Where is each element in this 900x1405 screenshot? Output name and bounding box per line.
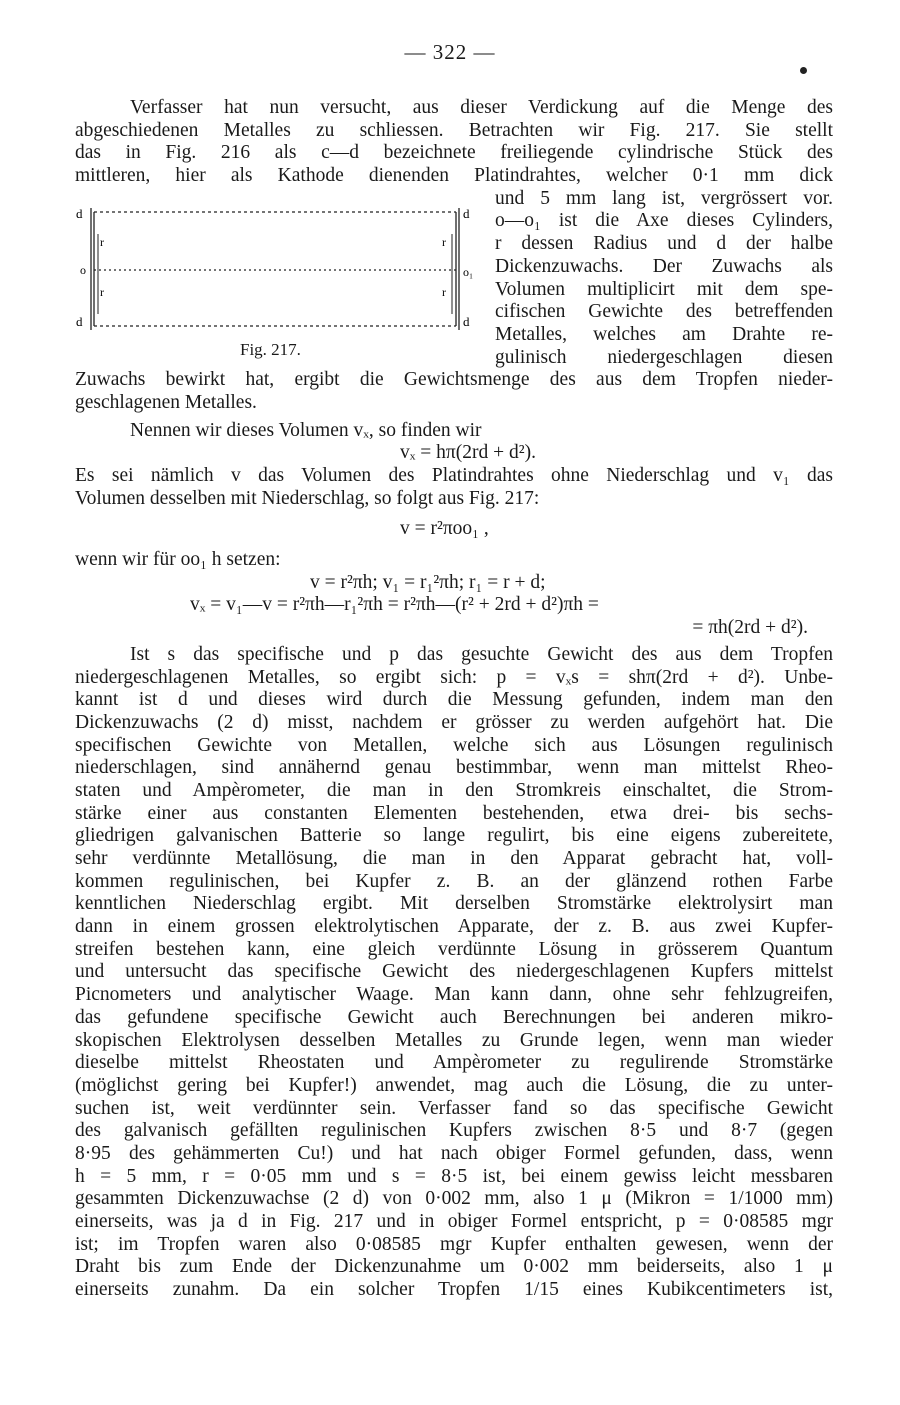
text-line: das in Fig. 216 als c—d bezeichnete freiliegende cylindrische Stück des <box>75 142 833 164</box>
text-line: Volumen desselben mit Niederschlag, so folgt aus Fig. 217: <box>75 487 540 509</box>
text-line: Picnometers und analytischer Waage. Man kann dann, ohne sehr fehlzugreifen, <box>75 984 833 1006</box>
text-line: dann in einem grossen elektrolytischen Apparate, der z. B. aus zwei Kupfer- <box>75 916 833 938</box>
label-o1: o₁ <box>463 265 474 279</box>
text-line: Metalles, welches am Drahte re- <box>495 323 833 345</box>
text-line: streifen bestehen kann, eine gleich verdünnte Lösung in grösserem Quantum <box>75 938 833 960</box>
body-text-top <box>75 97 833 1302</box>
text-line: niederschlagen, sind annähernd genau bestimmbar, wenn man mittelst Rheo- <box>75 757 833 779</box>
figure-caption: Fig. 217. <box>240 340 301 359</box>
text-line: mittleren, hier als Kathode dienenden Platindrahtes, welcher 0·1 mm dick <box>75 165 833 187</box>
text-line: cifischen Gewichte des betreffenden <box>495 301 833 323</box>
text-line: Dickenzuwachs. Der Zuwachs als <box>495 255 833 277</box>
page-number: — 322 — <box>404 40 496 64</box>
text-line: kenntlichen Niederschlag ergibt. Mit derselben Stromstärke elektrolysirt man <box>75 893 833 915</box>
text-line: und 5 mm lang ist, vergrössert vor. <box>495 187 833 209</box>
text-line: ist; im Tropfen waren also 0·08585 mgr Kupfer enthalten gewesen, wenn der <box>75 1233 833 1255</box>
text-line: sehr verdünnte Metallösung, die man in den Apparat gebracht hat, voll- <box>75 848 833 869</box>
formula-line: = πh(2rd + d²). <box>692 617 808 639</box>
formula-line: vₓ = hπ(2rd + d²). <box>400 442 536 464</box>
text-line: gesammten Dickenzuwachse (2 d) von 0·002 mm, also 1 μ (Mikron = 1/1000 mm) <box>75 1188 833 1210</box>
label-d-bottom-left: d <box>76 314 83 329</box>
label-d-top-left: d <box>76 206 83 221</box>
text-line: Nennen wir dieses Volumen vₓ, so finden wir <box>130 419 482 441</box>
text-line: suchen ist, weit verdünnter sein. Verfasser fand so das specifische Gewicht <box>75 1097 833 1119</box>
text-line: kommen regulinischen, bei Kupfer z. B. an der glänzend rothen Farbe <box>75 870 833 892</box>
text-line: o—o₁ ist die Axe dieses Cylinders, <box>495 210 833 232</box>
text-line: abgeschiedenen Metalles zu schliessen. Betrachten wir Fig. 217. Sie stellt <box>75 119 833 141</box>
text-line: gliedrigen galvanischen Batterie so lange regulirt, bis eine eigens zubereitete, <box>75 825 833 847</box>
text-line: skopischen Elektrolysen desselben Metalles zu Grunde legen, wenn man wieder <box>75 1029 833 1051</box>
text-line: gulinisch niedergeschlagen diesen <box>495 346 833 368</box>
label-d-top-right: d <box>463 206 470 221</box>
text-line: dieselbe mittelst Rheostaten und Ampèrometer zu regulirende Stromstärke <box>75 1052 833 1074</box>
label-r-top-left: r <box>100 235 104 249</box>
text-line: einerseits zunahm. Da ein solcher Tropfen 1/15 eines Kubikcentimeters ist, <box>75 1279 833 1301</box>
text-line: Ist s das specifische und p das gesuchte Gewicht des aus dem Tropfen <box>130 643 833 665</box>
label-r-bottom-right: r <box>442 285 446 299</box>
text-line: Draht bis zum Ende der Dickenzunahme um 0·002 mm beiderseits, also 1 μ <box>75 1256 833 1278</box>
formula-line: v = r²πoo₁ , <box>400 518 489 540</box>
text-line: und untersucht das specifische Gewicht des niedergeschlagenen Kupfers mittelst <box>75 961 833 983</box>
text-line: wenn wir für oo₁ h setzen: <box>75 549 281 571</box>
label-o: o <box>80 263 86 277</box>
text-line: niedergeschlagenen Metalles, so ergibt sich: p = vₓs = shπ(2rd + d²). Unbe- <box>75 666 833 688</box>
text-line: Volumen multiplicirt mit dem spe- <box>495 278 833 300</box>
text-line: h = 5 mm, r = 0·05 mm und s = 8·5 ist, bei einem gewiss leicht messbaren <box>75 1165 833 1187</box>
text-line: kannt ist d und dieses wird durch die Messung gefunden, indem man den <box>75 689 833 711</box>
text-line: Zuwachs bewirkt hat, ergibt die Gewichtsmenge des aus dem Tropfen nieder- <box>75 369 833 391</box>
text-line: stärke einer aus constanten Elementen bestehenden, etwa drei- bis sechs- <box>75 802 833 824</box>
ink-dot <box>800 67 807 74</box>
formula-line: vₓ = v₁—v = r²πh—r₁²πh = r²πh—(r² + 2rd + d²)πh = <box>190 594 599 616</box>
text-line: Es sei nämlich v das Volumen des Platindrahtes ohne Niederschlag und v₁ das <box>75 465 833 486</box>
text-line: das gefundene specifische Gewicht auch Berechnungen bei anderen mikro- <box>75 1006 833 1028</box>
label-r-top-right: r <box>442 235 446 249</box>
text-line: geschlagenen Metalles. <box>75 391 257 413</box>
formula-line: v = r²πh; v₁ = r₁²πh; r₁ = r + d; <box>310 571 546 593</box>
text-line: (möglichst gering bei Kupfer!) anwendet, mag auch die Lösung, die zu unter- <box>75 1074 833 1096</box>
label-d-bottom-right: d <box>463 314 470 329</box>
text-line: einerseits, was ja d in Fig. 217 und in obiger Formel entspricht, p = 0·08585 mgr <box>75 1211 833 1232</box>
text-line: staten und Ampèrometer, die man in den Stromkreis einschaltet, die Strom- <box>75 779 833 801</box>
text-line: 8·95 des gehämmerten Cu!) und hat nach obiger Formel gefunden, dass, wenn <box>75 1142 833 1164</box>
text-line: des galvanisch gefällten regulinischen Kupfers zwischen 8·5 und 8·7 (gegen <box>75 1120 833 1142</box>
text-line: r dessen Radius und d der halbe <box>495 233 833 255</box>
text-line: specifischen Gewichte von Metallen, welche sich aus Lösungen regulinisch <box>75 734 833 756</box>
text-line: Dickenzuwachs (2 d) misst, nachdem er grösser zu werden aufgehört hat. Die <box>75 711 833 733</box>
text-line: Verfasser hat nun versucht, aus dieser Verdickung auf die Menge des <box>130 97 833 118</box>
label-r-bottom-left: r <box>100 285 104 299</box>
